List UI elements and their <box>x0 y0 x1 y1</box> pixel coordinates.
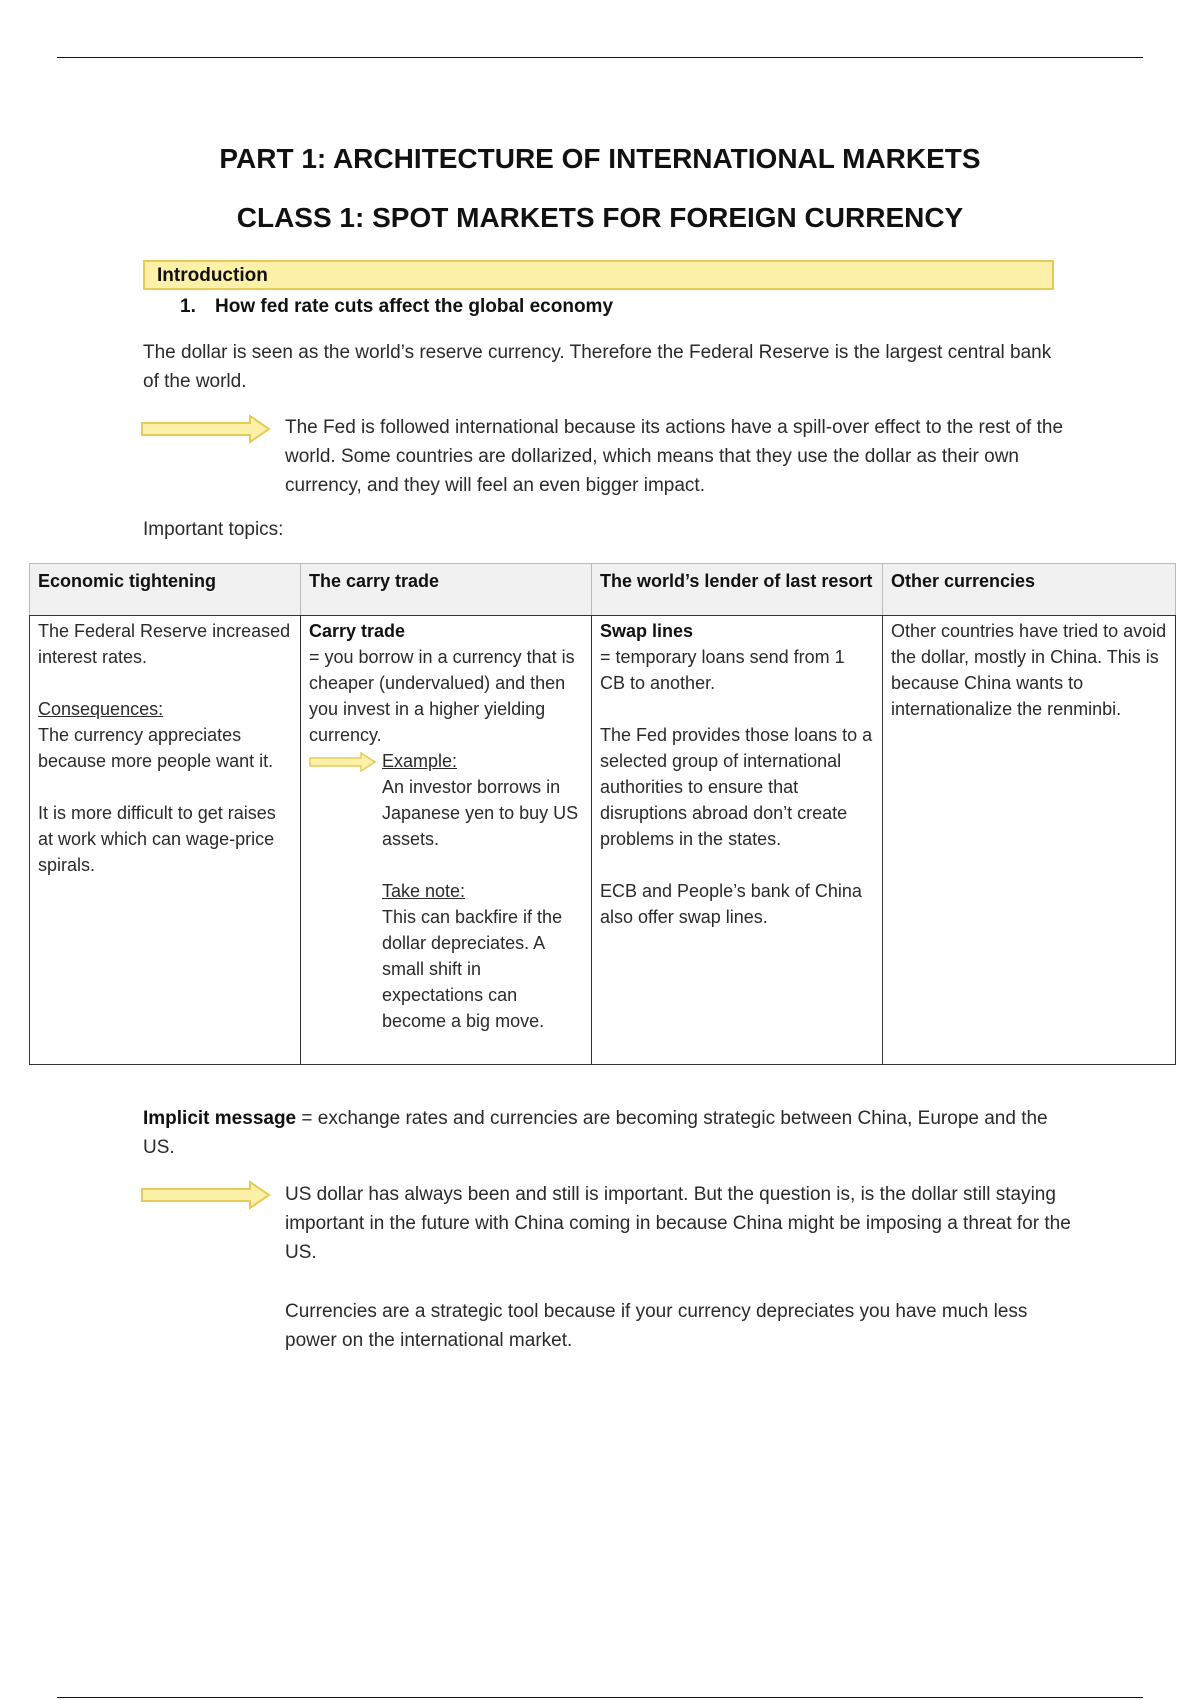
example-text: An investor borrows in Japanese yen to buy US assets. <box>382 777 579 849</box>
introduction-heading: Introduction <box>143 260 1054 290</box>
carry-trade-title: Carry trade <box>309 621 406 641</box>
header-economic-tightening: Economic tightening <box>30 564 301 616</box>
fed-increased-rates-text: The Federal Reserve increased interest rates. <box>38 621 291 667</box>
header-other-currencies: Other currencies <box>883 564 1176 616</box>
cell-economic-tightening <box>30 616 301 1065</box>
header-lender-of-last-resort: The world’s lender of last resort <box>592 564 883 616</box>
take-note-text: This can backfire if the dollar depreciates. A small shift in expectations can become a big move. <box>382 907 563 1031</box>
class-title: CLASS 1: SPOT MARKETS FOR FOREIGN CURRENCY <box>236 202 964 233</box>
subheading-text: How fed rate cuts affect the global economy <box>215 296 614 317</box>
carry-trade-definition: = you borrow in a currency that is cheaper (undervalued) and then you invest in a higher yielding currency. <box>309 647 575 745</box>
arrow-icon <box>309 752 377 779</box>
arrow-icon <box>140 414 272 444</box>
cell-other-currencies <box>883 616 1176 1065</box>
arrow-icon <box>140 1180 272 1210</box>
header-carry-trade: The carry trade <box>301 564 592 616</box>
implicit-message-label: Implicit message <box>143 1108 297 1129</box>
example-row <box>309 748 583 774</box>
cell-lender-of-last-resort <box>592 616 883 1065</box>
strategic-tool-paragraph: Currencies are a strategic tool because if your currency depreciates you have much less power on the international market. <box>285 1301 1028 1351</box>
take-note-label: Take note: <box>382 881 466 901</box>
implicit-message-paragraph <box>143 1104 1063 1162</box>
fed-loans-text: The Fed provides those loans to a selected group of international authorities to ensure that disruptions abroad don’t create problems in the states. <box>600 725 873 849</box>
topics-label: Important topics: <box>143 519 284 540</box>
implicit-message-text: = exchange rates and currencies are becoming strategic between China, Europe and the US. <box>143 1108 1048 1158</box>
consequences-label: Consequences: <box>38 699 164 719</box>
topics-table <box>29 563 1176 1065</box>
example-label: Example: <box>382 751 458 771</box>
table-header-row <box>30 564 1176 616</box>
bottom-rule <box>57 1697 1143 1698</box>
part-title: PART 1: ARCHITECTURE OF INTERNATIONAL MARKETS <box>219 143 981 174</box>
dollar-importance-paragraph: US dollar has always been and still is important. But the question is, is the dollar still staying important in the future with China coming in because China might be imposing a threat for the US. <box>285 1184 1071 1263</box>
subheading-number: 1. <box>180 296 196 317</box>
other-currencies-text: Other countries have tried to avoid the dollar, mostly in China. This is because China wants to internationalize the renminbi. <box>891 621 1167 719</box>
wage-price-text: It is more difficult to get raises at work which can wage-price spirals. <box>38 803 276 875</box>
ecb-swap-text: ECB and People’s bank of China also offer swap lines. <box>600 881 862 927</box>
swap-lines-title: Swap lines <box>600 621 694 641</box>
cell-carry-trade <box>301 616 592 1065</box>
top-rule <box>57 57 1143 58</box>
consequences-text: The currency appreciates because more people want it. <box>38 725 274 771</box>
swap-lines-definition: = temporary loans send from 1 CB to another. <box>600 647 845 693</box>
fed-spillover-paragraph: The Fed is followed international because its actions have a spill-over effect to the rest of the world. Some countries are dollarized, which means that they use the dollar as their own currency, and they will feel an even bigger impact. <box>285 417 1064 496</box>
table-row <box>30 616 1176 1065</box>
subheading <box>180 296 613 318</box>
reserve-currency-paragraph: The dollar is seen as the world’s reserve currency. Therefore the Federal Reserve is the largest central bank of the world. <box>143 342 1052 392</box>
